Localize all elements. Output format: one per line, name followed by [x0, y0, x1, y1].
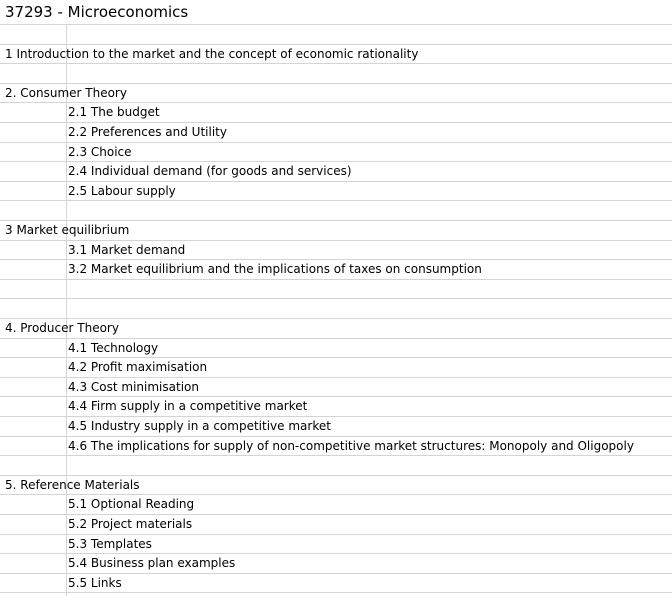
sheet-row[interactable] [0, 358, 672, 378]
sheet-row[interactable] [0, 182, 672, 202]
cell-col-a[interactable]: 3 Market equilibrium [5, 223, 130, 237]
sheet-row[interactable] [0, 515, 672, 535]
sheet-row[interactable] [0, 84, 672, 104]
cell-col-b[interactable]: 3.2 Market equilibrium and the implications of taxes on consumption [68, 262, 482, 277]
cell-col-b[interactable]: 5.1 Optional Reading [68, 497, 195, 512]
sheet-row[interactable] [0, 378, 672, 398]
cell-col-b[interactable]: 4.5 Industry supply in a competitive market [68, 419, 331, 433]
cell-col-b[interactable]: 4.6 The implications for supply of non-competitive market structures: Monopoly and Oligopoly [68, 438, 634, 453]
sheet-row[interactable] [0, 397, 672, 417]
cell-col-b[interactable]: 5.3 Templates [68, 536, 152, 551]
sheet-row[interactable] [0, 260, 672, 280]
sheet-row[interactable] [0, 495, 672, 515]
sheet-row[interactable] [0, 280, 672, 300]
sheet-row[interactable] [0, 201, 672, 221]
cell-col-b[interactable]: 2.3 Choice [68, 144, 132, 159]
cell-col-a[interactable]: 1 Introduction to the market and the concept of economic rationality [5, 46, 419, 61]
sheet-row[interactable] [0, 535, 672, 555]
sheet-row[interactable] [0, 123, 672, 143]
cell-col-a[interactable]: 2. Consumer Theory [5, 85, 127, 100]
sheet-row[interactable] [0, 25, 672, 45]
sheet-row[interactable] [0, 64, 672, 84]
cell-col-a[interactable]: 4. Producer Theory [5, 321, 119, 335]
cell-col-b[interactable]: 5.5 Links [68, 575, 122, 590]
sheet-row[interactable] [0, 319, 672, 339]
cell-col-b[interactable]: 4.1 Technology [68, 340, 159, 355]
sheet-row[interactable] [0, 574, 672, 594]
cell-col-b[interactable]: 2.5 Labour supply [68, 183, 176, 198]
sheet-title: 37293 - Microeconomics [5, 3, 189, 21]
title-row[interactable] [0, 0, 672, 25]
sheet-row[interactable] [0, 437, 672, 457]
sheet-row[interactable] [0, 554, 672, 574]
cell-col-b[interactable]: 2.2 Preferences and Utility [68, 125, 227, 139]
cell-col-b[interactable]: 5.4 Business plan examples [68, 556, 236, 571]
sheet-row[interactable] [0, 45, 672, 65]
cell-col-b[interactable]: 3.1 Market demand [68, 242, 186, 257]
sheet-row[interactable] [0, 339, 672, 359]
sheet-row[interactable] [0, 299, 672, 319]
cell-col-b[interactable]: 2.1 The budget [68, 105, 160, 120]
cell-col-a[interactable]: 5. Reference Materials [5, 477, 140, 492]
sheet-row[interactable] [0, 143, 672, 163]
cell-col-b[interactable]: 5.2 Project materials [68, 517, 193, 531]
sheet-row[interactable] [0, 417, 672, 437]
cell-col-b[interactable]: 4.2 Profit maximisation [68, 360, 208, 375]
sheet-row[interactable] [0, 103, 672, 123]
sheet-row[interactable] [0, 162, 672, 182]
sheet-row[interactable] [0, 476, 672, 496]
sheet-row[interactable] [0, 241, 672, 261]
sheet-row[interactable] [0, 221, 672, 241]
cell-col-b[interactable]: 4.3 Cost minimisation [68, 379, 199, 394]
cell-col-b[interactable]: 4.4 Firm supply in a competitive market [68, 399, 308, 414]
cell-col-b[interactable]: 2.4 Individual demand (for goods and services) [68, 164, 352, 179]
sheet-row[interactable] [0, 456, 672, 476]
